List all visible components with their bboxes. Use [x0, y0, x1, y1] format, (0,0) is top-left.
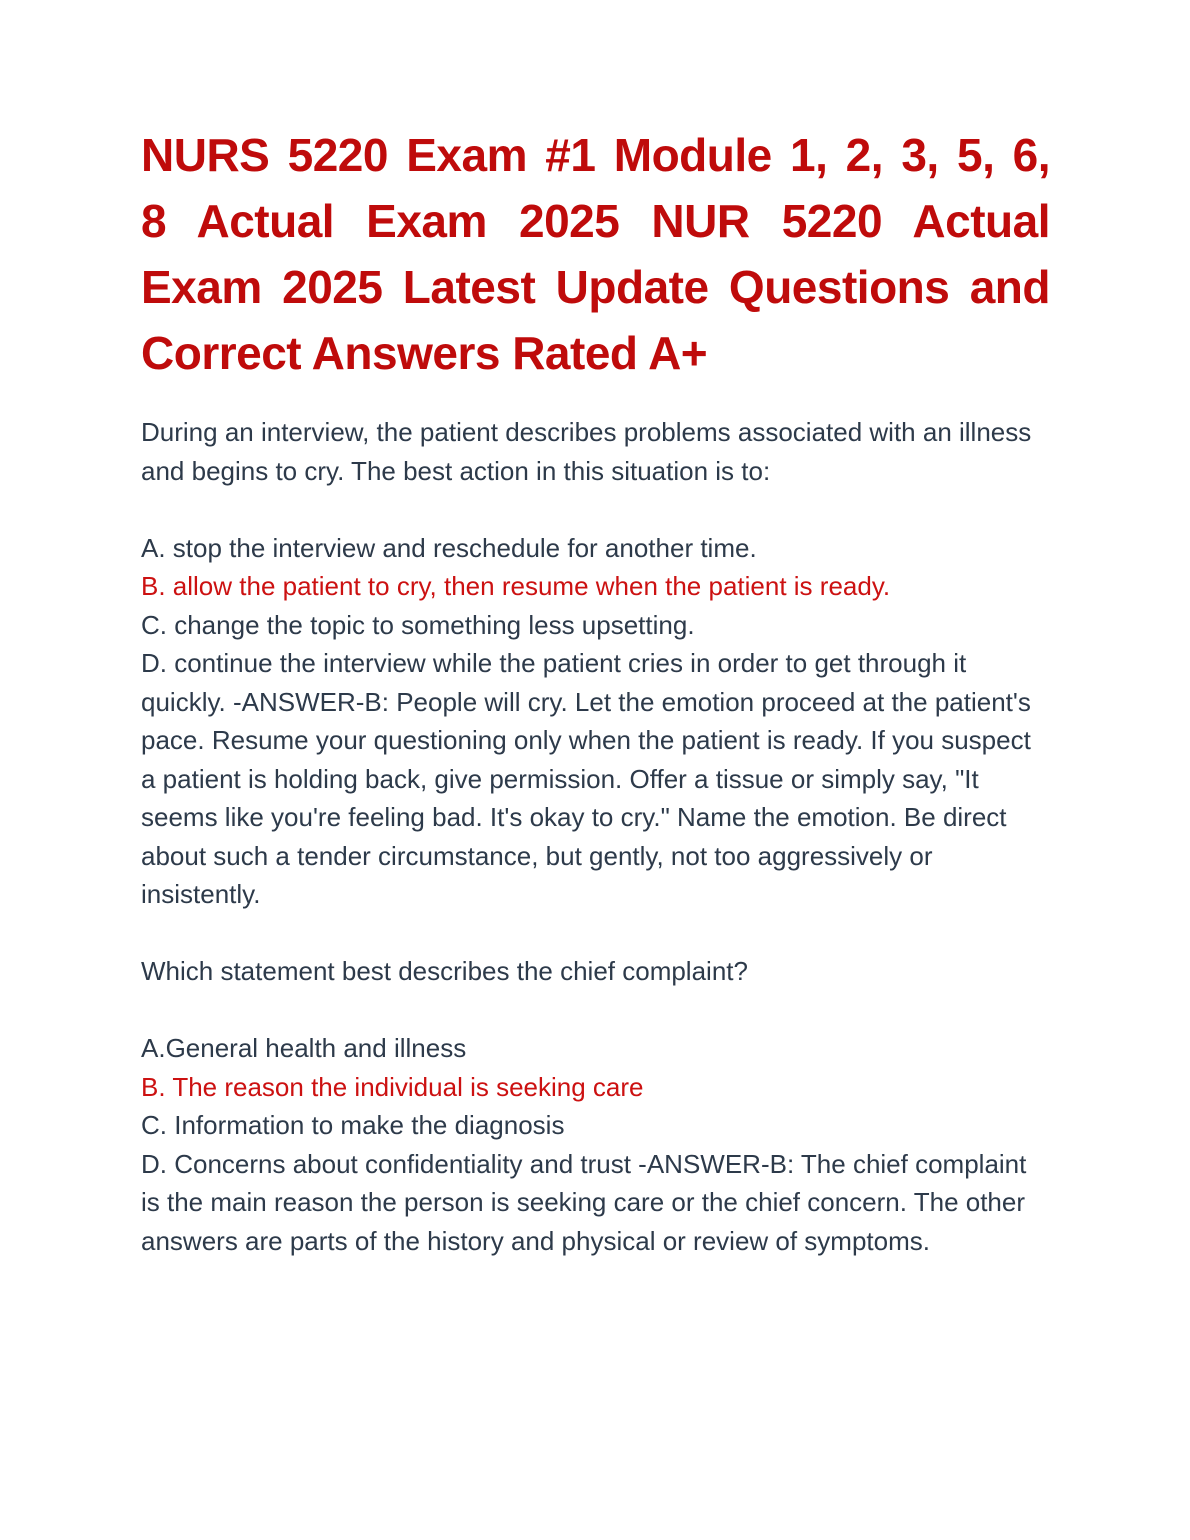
- document-title: [141, 122, 1050, 386]
- question-2-option-d-with-rationale: D. Concerns about confidentiality and trust -ANSWER-B: The chief complaint is the main reason the person is seeking care or the chief concern. The other answers are parts of the history and physical or review of symptoms.: [141, 1148, 1027, 1256]
- title-line-2: 8 Actual Exam 2025 NUR 5220 Actual: [141, 195, 1050, 247]
- question-2-option-b-correct-answer: B. The reason the individual is seeking care: [141, 1071, 644, 1102]
- question-1-options: [141, 529, 1050, 914]
- question-2-option-a: A.General health and illness: [141, 1033, 467, 1063]
- question-1-prompt: During an interview, the patient describes problems associated with an illness and begins to cry. The best action in this situation is to:: [141, 417, 1032, 486]
- question-1-option-c: C. change the topic to something less upsetting.: [141, 609, 695, 640]
- title-line-3: Exam 2025 Latest Update Questions and: [141, 261, 1050, 313]
- question-block-2: [141, 952, 1050, 1260]
- question-1-option-a: A. stop the interview and reschedule for another time.: [141, 532, 757, 563]
- question-1-option-b-correct-answer: B. allow the patient to cry, then resume when the patient is ready.: [141, 571, 891, 601]
- question-1-option-d-with-rationale: D. continue the interview while the patient cries in order to get through it quickly. -ANSWER-B: People will cry. Let the emotion proceed at the patient's pace. Resume your questioning only when the patient is ready. If you suspect a patient is holding back, give permission. Offer a tissue or simply say, "It seems like you're feeling bad. It's okay to cry." Name the emotion. Be direct about such a tender circumstance, but gently, not too aggressively or insistently.: [141, 648, 1031, 909]
- question-2-prompt: Which statement best describes the chief complaint?: [141, 956, 748, 986]
- question-2-option-c: C. Information to make the diagnosis: [141, 1110, 565, 1140]
- title-line-4: Correct Answers Rated A+: [141, 327, 708, 379]
- question-2-options: [141, 1029, 1050, 1260]
- question-block-1: [141, 413, 1050, 914]
- title-line-1: NURS 5220 Exam #1 Module 1, 2, 3, 5, 6,: [141, 129, 1050, 181]
